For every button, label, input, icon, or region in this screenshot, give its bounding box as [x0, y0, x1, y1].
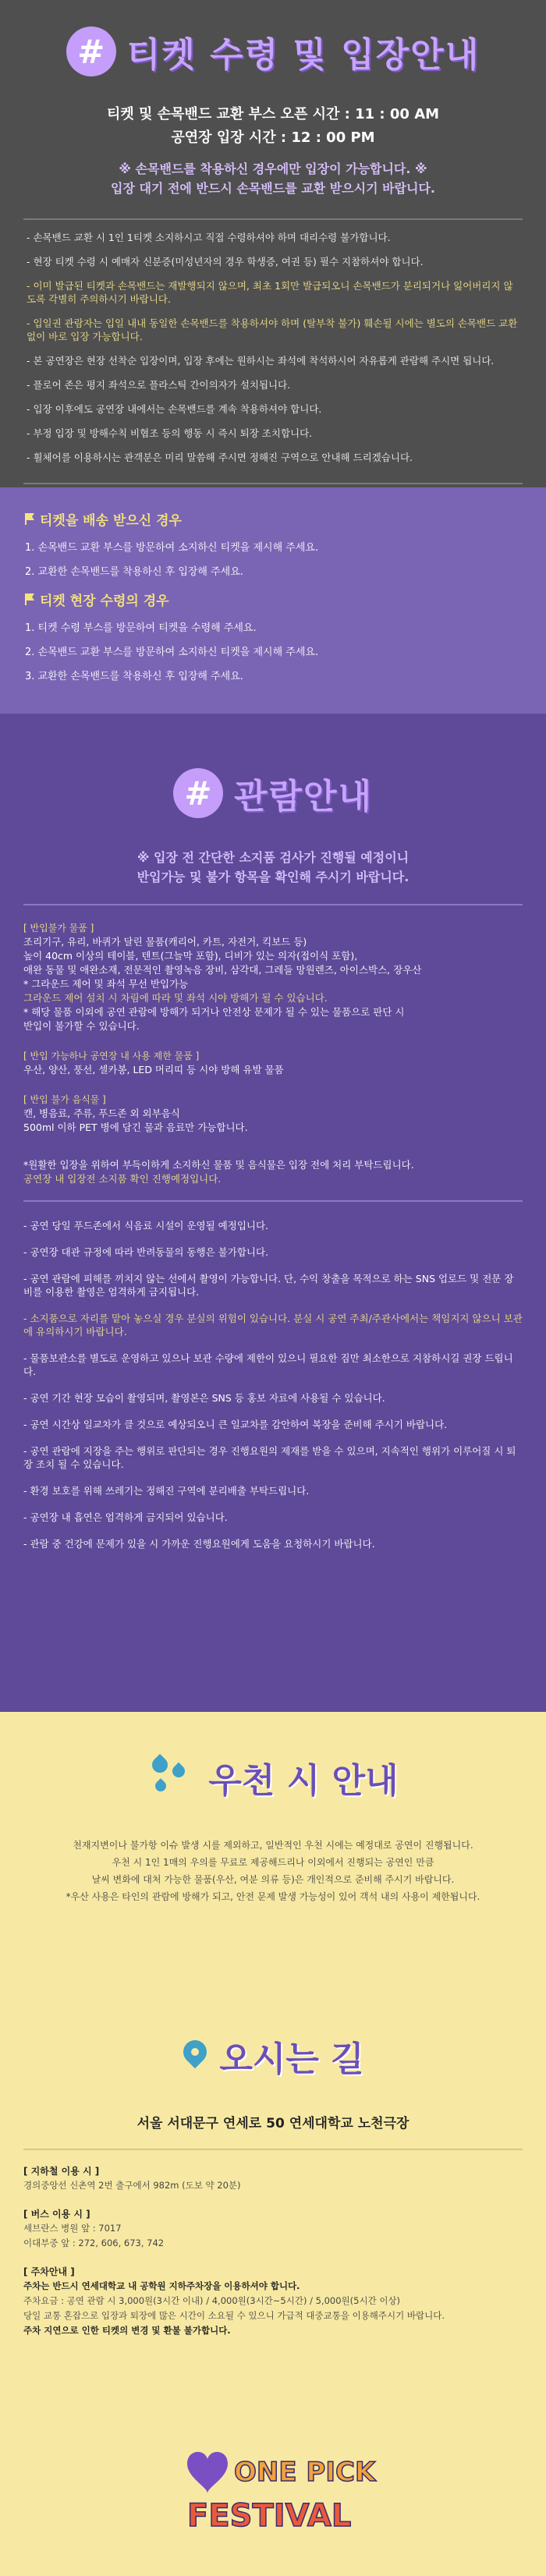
band-item: 1. 손목밴드 교환 부스를 방문하여 소지하신 티켓을 제시해 주세요.	[25, 542, 319, 554]
rain-line: *우산 사용은 타인의 관람에 방해가 되고, 안전 문제 발생 가능성이 있어 객석 내의 사용이 제한됩니다.	[66, 1891, 480, 1902]
items-box	[23, 904, 523, 1186]
festival-logo	[0, 2432, 546, 2553]
notice-line: ※ 손목밴드를 착용하신 경우에만 입장이 가능합니다. ※	[119, 161, 427, 176]
food-items	[23, 1091, 523, 1135]
banned-items	[23, 919, 523, 1033]
venue-address: 서울 서대문구 연세로 50 연세대학교 노천극장	[136, 2116, 410, 2131]
notice-line: ※ 입장 전 간단한 소지품 검사가 진행될 예정이니	[136, 850, 410, 865]
viewing-rule: - 공연장 대관 규정에 따라 반려동물의 동행은 불가합니다.	[23, 1246, 269, 1258]
parking-line: 주차 지연으로 인한 티켓의 변경 및 환불 불가합니다.	[23, 2325, 231, 2336]
booth-open-time: 티켓 및 손목밴드 교환 부스 오픈 시간 : 11 : 00 AM	[106, 106, 440, 122]
onsite-group	[25, 590, 521, 683]
viewing-rule: - 공연 시간상 일교차가 클 것으로 예상되오니 큰 일교차를 감안하여 복장을 준비해 주시기 바랍니다.	[23, 1419, 448, 1430]
viewing-section	[0, 714, 546, 1712]
parking-line: 당일 교통 혼잡으로 입장과 퇴장에 많은 시간이 소요될 수 있으니 가급적 대중교통을 이용해주시기 바랍니다.	[23, 2310, 445, 2321]
rain-line: 날씨 변화에 대처 가능한 물품(우산, 여분 의류 등)은 개인적으로 준비해 주시기 바랍니다.	[91, 1874, 455, 1885]
food-tag: [ 반입 불가 음식물 ]	[23, 1094, 106, 1105]
rule-item: - 손목밴드 교환 시 1인 1티켓 소지하시고 직접 수령하셔야 하며 대리수령 불가합니다.	[27, 232, 391, 243]
parking-line: 주차요금 : 공연 관람 시 3,000원(3시간 이내) / 4,000원(3시간~5시간) / 5,000원(5시간 이상)	[23, 2295, 401, 2306]
restricted-line: 우산, 양산, 풍선, 셀카봉, LED 머리띠 등 시야 방해 유발 물품	[23, 1064, 284, 1075]
viewing-rule: - 공연 관람에 피해를 끼치지 않는 선에서 촬영이 가능합니다. 단, 수익 창출을 목적으로 하는 SNS 업로드 및 전문 장비를 이용한 촬영은 엄격하게 금지됩니다.	[23, 1273, 514, 1298]
restricted-items	[23, 1047, 523, 1077]
map-pin-icon	[182, 2039, 208, 2073]
viewing-rules	[23, 1200, 523, 1550]
banned-line: 조리기구, 유리, 바퀴가 달린 물품(캐리어, 카트, 자전거, 킥보드 등)	[23, 936, 307, 948]
directions-title: 오시는 길	[219, 2039, 364, 2079]
rain-title: 우천 시 안내	[208, 1761, 399, 1801]
ticket-title-row	[0, 27, 546, 76]
notice-line: 입장 대기 전에 반드시 손목밴드를 교환 받으시기 바랍니다.	[110, 181, 435, 196]
booth-times	[0, 103, 546, 150]
ticket-section	[0, 0, 546, 487]
band-item: 2. 교환한 손목밴드를 착용하신 후 입장해 주세요.	[25, 566, 243, 578]
logo-line-1: ONE PICK	[234, 2457, 376, 2488]
bus-block	[23, 2207, 523, 2251]
viewing-rule: - 소지품으로 자리를 맡아 놓으실 경우 분실의 위험이 있습니다. 분실 시 공연 주최/주관사에서는 책임지지 않으니 보관에 유의하시기 바랍니다.	[23, 1313, 523, 1338]
rule-item: - 현장 티켓 수령 시 예매자 신분증(미성년자의 경우 학생증, 여권 등) 필수 지참하셔야 합니다.	[27, 256, 424, 268]
hash-icon: #	[66, 27, 116, 76]
directions-box	[23, 2149, 523, 2338]
viewing-rule: - 물품보관소를 별도로 운영하고 있으나 보관 수량에 제한이 있으니 필요한 짐만 최소한으로 지참하시길 권장 드립니다.	[23, 1352, 513, 1377]
viewing-rule: - 관람 중 건강에 문제가 있을 시 가까운 진행요원에게 도움을 요청하시기 바랍니다.	[23, 1538, 375, 1550]
onsite-heading-text: 티켓 현장 수령의 경우	[40, 594, 169, 609]
rain-body	[0, 1837, 546, 1905]
band-item: 2. 손목밴드 교환 부스를 방문하여 소지하신 티켓을 제시해 주세요.	[25, 647, 319, 658]
hash-icon: #	[173, 768, 223, 818]
band-item: 3. 교환한 손목밴드를 착용하신 후 입장해 주세요.	[25, 671, 243, 682]
banned-tag: [ 반입불가 물품 ]	[23, 923, 94, 934]
ticket-title: 티켓 수령 및 입장안내	[126, 35, 480, 75]
flag-icon	[25, 594, 35, 605]
bus-line: 이대부중 앞 : 272, 606, 673, 742	[23, 2238, 165, 2248]
delivery-group	[25, 509, 521, 579]
restricted-tag: [ 반입 가능하나 공연장 내 사용 제한 물품 ]	[23, 1051, 200, 1061]
items-note	[23, 1158, 523, 1186]
bus-tag: [ 버스 이용 시 ]	[23, 2209, 90, 2220]
logo-line-2: FESTIVAL	[187, 2498, 352, 2534]
subway-tag: [ 지하철 이용 시 ]	[23, 2166, 100, 2177]
parking-tag: [ 주차안내 ]	[23, 2266, 75, 2277]
banned-line: 반입이 불가할 수 있습니다.	[23, 1020, 140, 1032]
directions-section	[0, 2012, 546, 2576]
flag-icon	[25, 513, 35, 525]
food-line: 캔, 병음료, 주류, 푸드존 외 외부음식	[23, 1107, 180, 1119]
viewing-title: 관람안내	[233, 777, 373, 817]
rain-section	[0, 1712, 546, 2012]
banned-line: * 해당 물품 이외에 공연 관람에 방해가 되거나 안전상 문제가 될 수 있는 물품으로 판단 시	[23, 1006, 405, 1018]
banned-line: 높이 40cm 이상의 테이블, 텐트(그늘막 포함), 디비가 있는 의자(접이식 포함),	[23, 950, 358, 962]
directions-title-row	[0, 2031, 546, 2081]
food-line: 500ml 이하 PET 병에 담긴 물과 음료만 가능합니다.	[23, 1121, 248, 1133]
rule-item: - 휠체어를 이용하시는 관객분은 미리 말씀해 주시면 정해진 구역으로 안내해 드리겠습니다.	[27, 452, 413, 463]
viewing-rule: - 공연장 내 흡연은 엄격하게 금지되어 있습니다.	[23, 1511, 228, 1523]
delivery-heading-text: 티켓을 배송 받으신 경우	[40, 513, 182, 529]
note-line: 공연장 내 입장전 소지품 확인 진행예정입니다.	[23, 1173, 222, 1185]
viewing-rule: - 공연 관람에 지장을 주는 행위로 판단되는 경우 진행요원의 제재를 받을 수 있으며, 지속적인 행위가 이루어질 시 퇴장 조치 될 수 있습니다.	[23, 1445, 516, 1470]
rule-item: - 본 공연장은 현장 선착순 입장이며, 입장 후에는 원하시는 좌석에 착석하시어 자유롭게 관람해 주시면 됩니다.	[27, 355, 495, 367]
wristband-section	[0, 487, 546, 714]
inspection-notice	[0, 848, 546, 887]
note-line: *원활한 입장을 위하여 부득이하게 소지하신 물품 및 음식물은 입장 전에 처리 부탁드립니다.	[23, 1159, 414, 1171]
festival-logo-art	[156, 2432, 390, 2549]
rule-item: - 부정 입장 및 방해수칙 비협조 등의 행동 시 즉시 퇴장 조치합니다.	[27, 427, 313, 439]
banned-line: 애완 동물 및 애완소재, 전문적인 촬영녹음 장비, 삼각대, 그레들 망원렌즈, 아이스박스, 장우산	[23, 964, 422, 976]
delivery-heading	[25, 509, 521, 529]
wristband-notice	[0, 159, 546, 198]
rain-line: 우천 시 1인 1매의 우의를 무료로 제공해드리나 이외에서 진행되는 공연인 만큼	[112, 1857, 434, 1868]
parking-line: 주차는 반드시 연세대학교 내 공학원 지하주차장을 이용하셔야 합니다.	[23, 2280, 300, 2291]
viewing-rule: - 공연 당일 푸드존에서 식음료 시설이 운영될 예정입니다.	[23, 1220, 269, 1231]
parking-block	[23, 2265, 523, 2338]
rain-line: 천재지변이나 불가항 이슈 발생 시를 제외하고, 일반적인 우천 시에는 예정대로 공연이 진행됩니다.	[73, 1840, 473, 1851]
notice-line: 반입가능 및 불가 항목을 확인해 주시기 바랍니다.	[136, 870, 410, 884]
raindrop-icon	[147, 1754, 194, 1801]
band-item: 1. 티켓 수령 부스를 방문하여 티켓을 수령해 주세요.	[25, 622, 257, 634]
viewing-rule: - 공연 기간 현장 모습이 촬영되며, 촬영본은 SNS 등 홍보 자료에 사용될 수 있습니다.	[23, 1392, 385, 1404]
rule-item: - 플로어 존은 평지 좌석으로 플라스틱 간이의자가 설치됩니다.	[27, 379, 291, 391]
banned-line: 그라운드 제어 설치 시 차림에 따라 및 좌석 시야 방해가 될 수 있습니다.	[23, 992, 328, 1004]
rule-item: - 입장 이후에도 공연장 내에서는 손목밴드를 계속 착용하셔야 합니다.	[27, 403, 322, 415]
subway-block	[23, 2164, 523, 2193]
viewing-rule: - 환경 보호를 위해 쓰레기는 정해진 구역에 분리배출 부탁드립니다.	[23, 1485, 310, 1497]
rain-title-row	[0, 1752, 546, 1802]
viewing-title-row	[0, 768, 546, 818]
banned-line: * 그라운드 제어 및 좌석 무선 반입가능	[23, 978, 189, 990]
rule-item: - 이미 발급된 티켓과 손목밴드는 재발행되지 않으며, 최초 1회만 발급되오니 손목밴드가 분리되거나 잃어버리지 않도록 각별히 주의하시기 바랍니다.	[27, 280, 513, 305]
ticket-rules	[23, 218, 523, 484]
venue-entry-time: 공연장 입장 시간 : 12 : 00 PM	[171, 129, 375, 146]
rule-item: - 입일권 관람자는 입일 내내 동일한 손목밴드를 착용하셔야 하며 (탈부착 불가) 훼손될 시에는 별도의 손목밴드 교환 없이 바로 입장 가능합니다.	[27, 317, 518, 342]
bus-line: 세브란스 병원 앞 : 7017	[23, 2223, 122, 2234]
onsite-heading	[25, 590, 521, 609]
subway-line: 경의중앙선 신촌역 2번 출구에서 982m (도보 약 20분)	[23, 2180, 241, 2191]
